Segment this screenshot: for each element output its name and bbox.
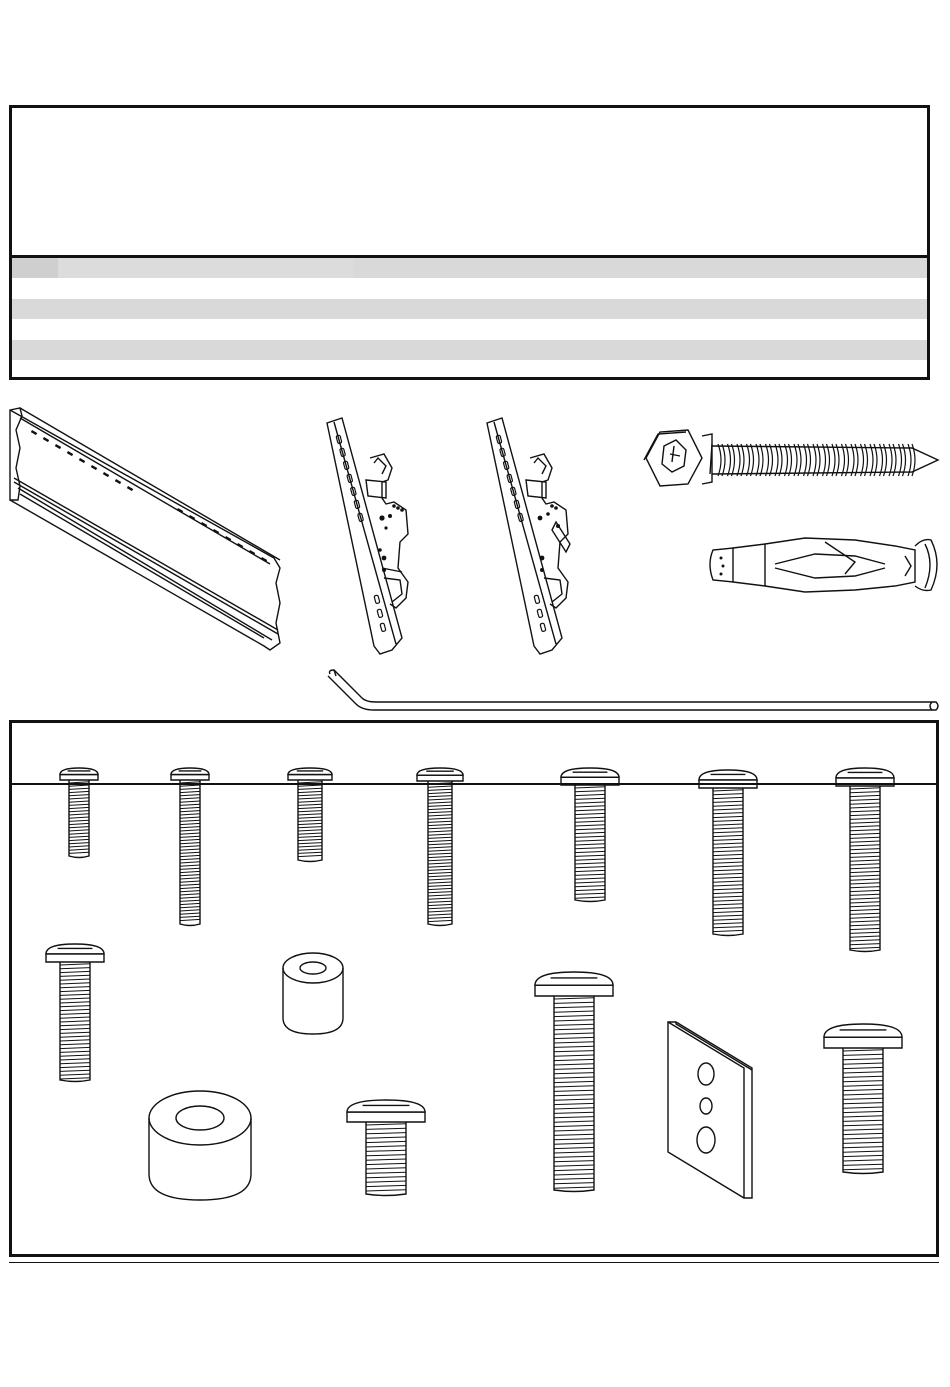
parts-list-row <box>12 361 927 381</box>
parts-list-header <box>12 108 927 258</box>
hex-key-icon <box>326 668 942 712</box>
parts-list-row <box>12 279 927 299</box>
machine-screw-icon <box>286 766 334 864</box>
machine-screw-icon <box>345 1098 427 1198</box>
spacer-icon <box>146 1088 254 1204</box>
adapter-bracket-left-icon <box>322 418 412 658</box>
parts-list-row <box>12 299 927 319</box>
parts-list-table <box>9 105 930 380</box>
machine-screw-icon <box>58 766 100 860</box>
washer-plate-icon <box>664 1020 756 1200</box>
machine-screw-icon <box>834 766 896 954</box>
hardware-kit-header <box>12 723 936 785</box>
machine-screw-icon <box>697 768 759 938</box>
lag-bolt-icon <box>640 420 940 498</box>
wall-plate-icon <box>8 408 283 653</box>
adapter-bracket-right-icon <box>482 418 572 658</box>
machine-screw-icon <box>44 942 106 1084</box>
parts-list-row <box>12 258 927 278</box>
parts-list-header-cell <box>12 258 58 278</box>
footer-rule <box>9 1262 939 1263</box>
parts-list-header-cell <box>58 258 353 278</box>
parts-list-row <box>12 320 927 340</box>
machine-screw-icon <box>822 1022 904 1176</box>
wall-anchor-icon <box>705 534 945 596</box>
machine-screw-icon <box>169 766 211 928</box>
parts-list-row <box>12 340 927 360</box>
spacer-icon <box>280 950 346 1036</box>
machine-screw-icon <box>559 766 621 904</box>
machine-screw-icon <box>415 766 465 928</box>
machine-screw-icon <box>533 970 615 1194</box>
